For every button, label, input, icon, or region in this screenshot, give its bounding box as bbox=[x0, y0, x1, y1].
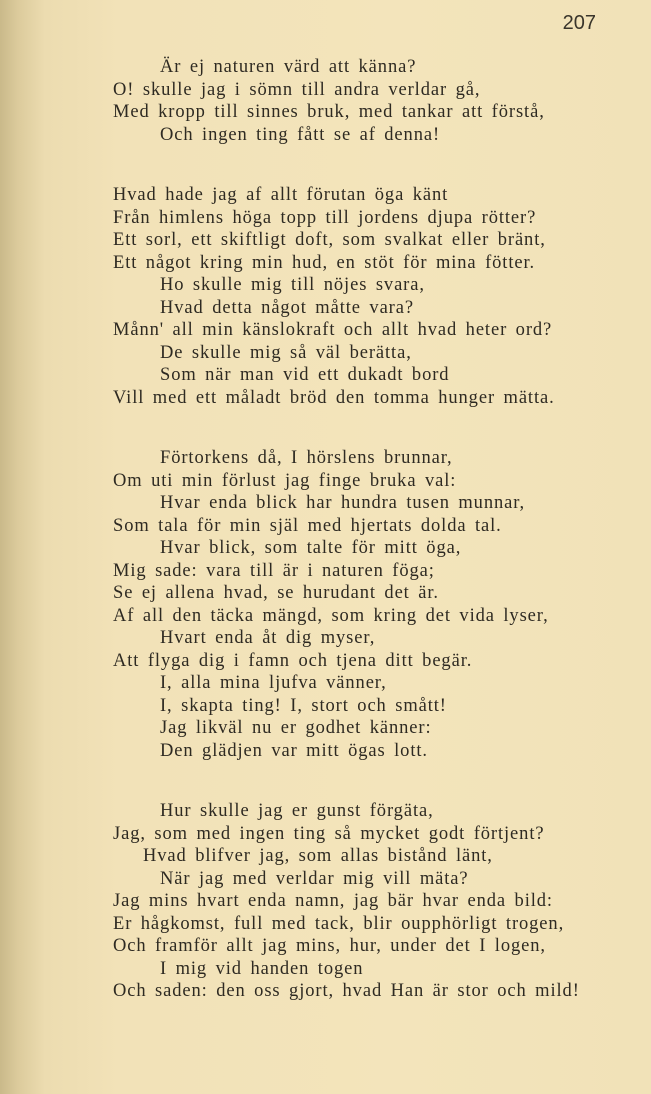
verse-line: Se ej allena hvad, se hurudant det är. bbox=[113, 583, 439, 603]
verse-line: Den glädjen var mitt ögas lott. bbox=[160, 740, 428, 761]
verse-line: Som när man vid ett dukadt bord bbox=[160, 365, 450, 385]
verse-line: I, alla mina ljufva vänner, bbox=[160, 673, 387, 693]
verse-line: När jag med verldar mig vill mäta? bbox=[160, 868, 469, 889]
verse-line: Hvar blick, som talte för mitt öga, bbox=[160, 538, 462, 558]
verse-line: Hvad detta något måtte vara? bbox=[160, 297, 414, 318]
verse-line: Hur skulle jag er gunst förgäta, bbox=[160, 801, 434, 821]
verse-line: Mig sade: vara till är i naturen föga; bbox=[113, 560, 435, 581]
verse-line: Af all den täcka mängd, som kring det vida lyser, bbox=[113, 605, 549, 626]
verse-line: Att flyga dig i famn och tjena ditt begär. bbox=[113, 650, 473, 671]
stanza bbox=[113, 184, 643, 409]
verse-line: Hvart enda åt dig myser, bbox=[160, 628, 376, 648]
verse-line: O! skulle jag i sömn till andra verldar gå, bbox=[113, 79, 481, 100]
verse-line: I mig vid handen togen bbox=[160, 958, 364, 979]
verse-line: Ho skulle mig till nöjes svara, bbox=[160, 275, 425, 295]
verse-line: Som tala för min själ med hjertats dolda tal. bbox=[113, 515, 502, 536]
verse-line: Från himlens höga topp till jordens djupa rötter? bbox=[113, 207, 537, 228]
page-number: 207 bbox=[562, 12, 596, 34]
verse-line: Ett sorl, ett skiftligt doft, som svalkat eller bränt, bbox=[113, 230, 546, 250]
verse-line: Jag likväl nu er godhet känner: bbox=[160, 718, 432, 738]
stanza bbox=[113, 800, 643, 1003]
verse-line: Er hågkomst, full med tack, blir oupphörligt trogen, bbox=[113, 913, 565, 934]
verse-line: Vill med ett måladt bröd den tomma hunger mätta. bbox=[113, 387, 555, 408]
verse-line: Och ingen ting fått se af denna! bbox=[160, 124, 441, 145]
verse-line: Månn' all min känslokraft och allt hvad heter ord? bbox=[113, 320, 553, 340]
verse-line: De skulle mig så väl berätta, bbox=[160, 342, 412, 363]
verse-line: Jag, som med ingen ting så mycket godt förtjent? bbox=[113, 823, 545, 844]
verse-line: I, skapta ting! I, stort och smått! bbox=[160, 695, 447, 716]
stanza bbox=[113, 447, 643, 762]
verse-line: Hvar enda blick har hundra tusen munnar, bbox=[160, 493, 526, 513]
verse-line: Jag mins hvart enda namn, jag bär hvar enda bild: bbox=[113, 891, 553, 911]
verse-line: Med kropp till sinnes bruk, med tankar att förstå, bbox=[113, 102, 545, 122]
verse-line: Hvad blifver jag, som allas bistånd länt, bbox=[143, 846, 493, 866]
verse-line: Förtorkens då, I hörslens brunnar, bbox=[160, 448, 453, 468]
poem-body bbox=[113, 56, 643, 1041]
verse-line: Och framför allt jag mins, hur, under det I logen, bbox=[113, 936, 546, 956]
verse-line: Är ej naturen värd att känna? bbox=[160, 57, 417, 77]
verse-line: Och saden: den oss gjort, hvad Han är stor och mild! bbox=[113, 981, 580, 1001]
verse-line: Om uti min förlust jag finge bruka val: bbox=[113, 470, 457, 491]
verse-line: Ett något kring min hud, en stöt för mina fötter. bbox=[113, 252, 536, 273]
stanza bbox=[113, 56, 643, 146]
verse-line: Hvad hade jag af allt förutan öga känt bbox=[113, 185, 449, 205]
